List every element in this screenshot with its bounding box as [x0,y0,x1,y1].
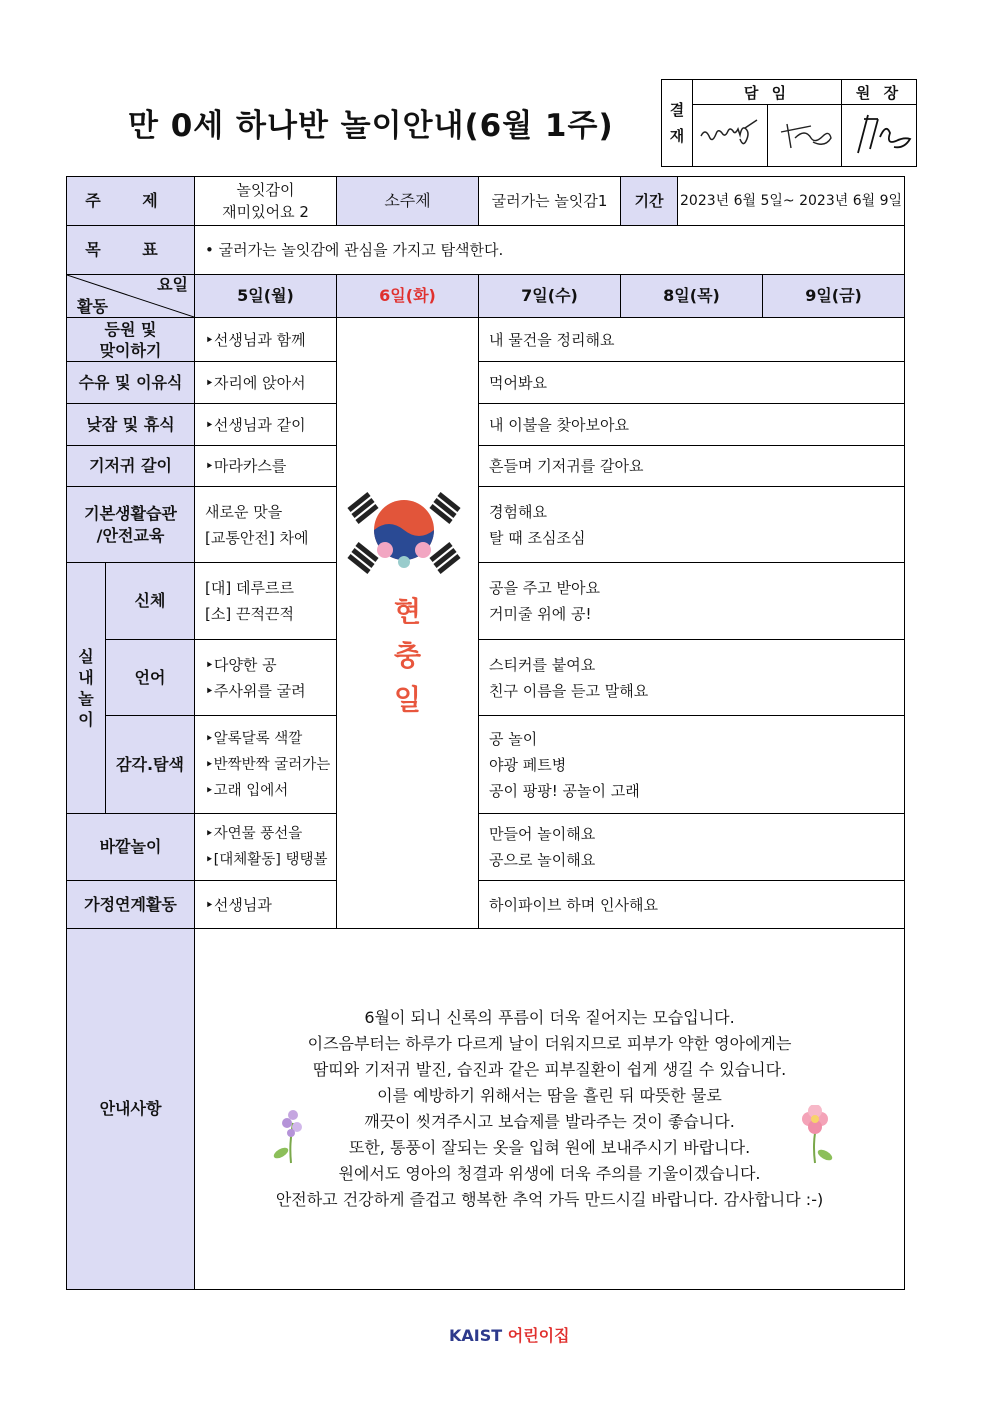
monday-activity [195,563,337,640]
notice-content [195,929,905,1290]
day-wed: 7일(수) [479,275,621,318]
activity-label: 언어 [106,640,195,716]
monday-activity [195,640,337,716]
activity-label-line: 맞이하기 [99,340,162,360]
weekday-activity [479,563,905,640]
approval-label [662,80,693,167]
activity-row [67,446,905,487]
theme-row [67,177,905,226]
day-tue: 6일(화) [337,275,479,318]
theme-line: 재미있어요 2 [222,203,309,221]
activity-label: 낮잠 및 휴식 [67,404,195,446]
monday-activity: ‣선생님과 [195,881,337,929]
goal-row [67,226,905,275]
activity-label [67,318,195,362]
monday-activity: ‣선생님과 함께 [195,318,337,362]
signature-icon [769,114,839,154]
weekday-activity [479,640,905,716]
activity-label-line: 기본생활습관 [84,503,177,523]
day-mon: 5일(월) [195,275,337,318]
holiday-char: 현 [393,595,422,628]
activity-line: 탈 때 조심조심 [489,528,586,547]
activity-row [67,716,905,814]
notice-line: 6월이 되니 신록의 푸름이 더욱 짙어지는 모습입니다. [364,1008,735,1027]
activity-row [67,881,905,929]
activity-line: 친구 이름을 듣고 말해요 [489,681,649,700]
footer-logo [449,1323,570,1346]
page-title: 만 0세 하나반 놀이안내(6월 1주) [128,108,614,144]
indoor-char: 내 [78,668,94,687]
goal-label: 목 표 [67,226,195,275]
notice-line: 안전하고 건강하게 즐겁고 행복한 추억 가득 만드시길 바랍니다. 감사합니다 :-) [275,1190,824,1209]
notice-line: 이를 예방하기 위해서는 땀을 흘린 뒤 따뜻한 물로 [377,1086,722,1105]
pink-flower-icon [795,1105,835,1165]
activity-label: 바깥놀이 [67,814,195,881]
activity-label: 신체 [106,563,195,640]
indoor-char: 이 [78,710,94,729]
taegeuk-flag-icon [343,488,473,578]
indoor-char: 실 [78,647,94,666]
approval-label-char: 결 [669,101,685,119]
activity-row [67,362,905,404]
period-cell [621,177,905,226]
activity-row [67,563,905,640]
lavender-flower-icon [271,1105,311,1165]
holiday-label [337,590,478,722]
activity-label-line: /안전교육 [96,525,165,545]
weekday-activity [479,487,905,563]
activity-line: 스티커를 붙여요 [489,655,596,674]
activity-line: [교통안전] 차에 [205,528,309,547]
theme-value [195,177,337,226]
activity-line: ‣자연물 풍선을 [205,826,303,842]
signature-icon [844,109,914,159]
activity-row [67,318,905,362]
period-label: 기간 [621,177,678,225]
subtheme-value: 굴러가는 놀잇감1 [479,177,621,226]
notice-line: 땀띠와 기저귀 발진, 습진과 같은 피부질환이 쉽게 생길 수 있습니다. [312,1060,787,1079]
weekday-activity [479,716,905,814]
monday-activity [195,716,337,814]
weekday-activity: 내 물건을 정리해요 [479,318,905,362]
activity-label: 가정연계활동 [67,881,195,929]
activity-line: ‣알록달록 색깔 [205,730,303,747]
holiday-char: 일 [393,683,422,716]
subtheme-label: 소주제 [337,177,479,226]
monday-activity: ‣자리에 앉아서 [195,362,337,404]
activity-line: 공으로 놀이해요 [489,851,596,869]
notice-label: 안내사항 [67,929,195,1290]
activity-row [67,640,905,716]
activity-line: [대] 데루르르 [205,579,294,597]
activity-row [67,487,905,563]
goal-value: • 굴러가는 놀잇감에 관심을 가지고 탐색한다. [195,226,905,275]
day-thu: 8일(목) [621,275,763,318]
approval-header-director: 원 장 [842,80,917,105]
activity-line: 새로운 맛을 [205,502,283,521]
notice-row [67,929,905,1290]
activity-label: 기저귀 갈이 [67,446,195,487]
notice-line: 또한, 통풍이 잘되는 옷을 입혀 원에 보내주시기 바랍니다. [348,1138,751,1157]
corner-activity-label: 활동 [77,297,108,316]
indoor-char: 놀 [78,689,94,708]
activity-line: 공이 팡팡! 공놀이 고래 [489,781,640,800]
activity-line: ‣반짝반짝 굴러가는 [205,756,331,773]
weekday-activity: 먹어봐요 [479,362,905,404]
theme-line: 놀잇감이 [236,181,295,199]
activity-row [67,404,905,446]
holiday-char: 충 [393,639,422,672]
activity-line: 야광 페트병 [489,755,567,774]
activity-label-line: 등원 및 [104,319,157,339]
day-fri: 9일(금) [763,275,905,318]
signature-teacher-2 [767,105,842,167]
days-header-row [67,275,905,318]
monday-activity [195,814,337,881]
approval-label-char: 재 [669,127,685,145]
weekday-activity: 흔들며 기저귀를 갈아요 [479,446,905,487]
period-value: 2023년 6월 5일~ 2023년 6월 9일 [680,193,903,209]
activity-line: 경험해요 [489,502,547,521]
notice-line: 이즈음부터는 하루가 다르게 날이 더워지므로 피부가 약한 영아에게는 [307,1034,792,1053]
activity-line: ‣고래 입에서 [205,782,289,799]
day-activity-corner [67,275,195,318]
activity-line: ‣[대체활동] 탱탱볼 [205,852,328,868]
footer-daycare-name: 어린이집 [507,1326,570,1345]
theme-label: 주 제 [67,177,195,226]
activity-line: 만들어 놀이해요 [489,825,596,843]
activity-label [67,487,195,563]
activity-line: ‣주사위를 굴려 [205,681,306,700]
weekday-activity [479,814,905,881]
notice-line: 깨끗이 씻겨주시고 보습제를 발라주는 것이 좋습니다. [364,1112,735,1131]
activity-label: 수유 및 이유식 [67,362,195,404]
activity-line: 공 놀이 [489,729,538,748]
approval-box [661,79,917,167]
activity-line: ‣다양한 공 [205,655,277,674]
weekday-activity: 하이파이브 하며 인사해요 [479,881,905,929]
activity-line: [소] 끈적끈적 [205,605,294,623]
activity-row [67,814,905,881]
footer-brand: KAIST [449,1326,503,1345]
signature-teacher [693,105,768,167]
monday-activity [195,487,337,563]
activity-line: 공을 주고 받아요 [489,579,600,597]
signature-director [842,105,917,167]
weekday-activity: 내 이불을 찾아보아요 [479,404,905,446]
corner-day-label: 요일 [157,275,189,294]
activity-line: 거미줄 위에 공! [489,605,592,623]
monday-activity: ‣마라카스를 [195,446,337,487]
activity-label: 감각.탐색 [106,716,195,814]
notice-line: 원에서도 영아의 청결과 위생에 더욱 주의를 기울이겠습니다. [338,1164,761,1183]
signature-young-icon [695,114,765,154]
play-plan-table [66,176,905,1290]
holiday-cell [337,318,479,929]
indoor-play-label [67,563,106,814]
monday-activity: ‣선생님과 같이 [195,404,337,446]
approval-header-teacher: 담 임 [693,80,842,105]
